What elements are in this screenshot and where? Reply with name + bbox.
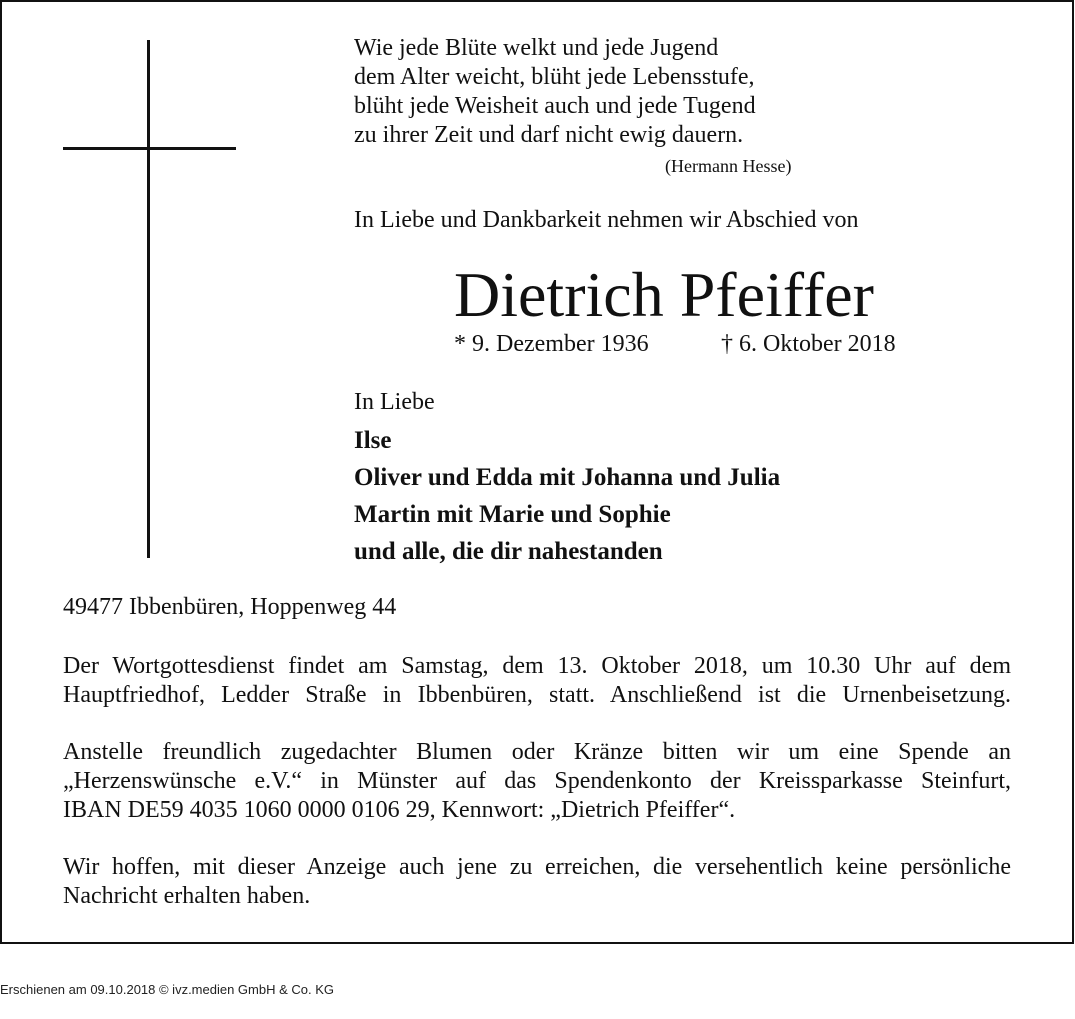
mourner-name: Oliver und Edda mit Johanna und Julia [354,464,781,491]
service-paragraph [63,652,1011,710]
note-paragraph [63,853,1011,911]
donation-paragraph [63,738,1011,825]
deceased-name: Dietrich Pfeiffer [454,259,874,330]
poem-line: blüht jede Weisheit auch und jede Tugend [354,93,756,119]
poem-line: dem Alter weicht, blüht jede Lebensstufe, [354,64,755,90]
poem-author: (Hermann Hesse) [665,156,792,176]
paragraph-line: „Herzenswünsche e.V.“ in Münster auf das Spendenkonto der Kreissparkasse Steinfurt, [63,768,1011,794]
paragraph-line: Der Wortgottesdienst findet am Samstag, dem 13. Oktober 2018, um 10.30 Uhr auf dem [63,653,1011,679]
paragraph-line: IBAN DE59 4035 1060 0000 0106 29, Kennwort: „Dietrich Pfeiffer“. [63,797,736,823]
mourner-name: Martin mit Marie und Sophie [354,501,671,528]
mourner-name: Ilse [354,427,392,454]
paragraph-line: Anstelle freundlich zugedachter Blumen oder Kränze bitten wir um eine Spende an [63,739,1011,765]
death-date: † 6. Oktober 2018 [721,331,896,357]
paragraph-line: Hauptfriedhof, Ledder Straße in Ibbenbüren, statt. Anschließend ist die Urnenbeisetzung. [63,682,1011,708]
cross-icon [147,40,150,558]
poem-line: zu ihrer Zeit und darf nicht ewig dauern. [354,122,744,148]
poem-line: Wie jede Blüte welkt und jede Jugend [354,35,719,61]
poem [354,34,756,150]
farewell-text: In Liebe und Dankbarkeit nehmen wir Abschied von [354,207,859,233]
publication-footer: Erschienen am 09.10.2018 © ivz.medien GmbH & Co. KG [0,982,335,997]
mourners-intro: In Liebe [354,389,435,415]
mourners-list [354,422,780,570]
paragraph-line: Nachricht erhalten haben. [63,883,311,909]
cross-icon-bar [63,147,236,150]
birth-date: * 9. Dezember 1936 [454,331,649,357]
mourner-name: und alle, die dir nahestanden [354,538,663,565]
paragraph-line: Wir hoffen, mit dieser Anzeige auch jene zu erreichen, die versehentlich keine persönliche [63,854,1011,880]
address: 49477 Ibbenbüren, Hoppenweg 44 [63,594,397,620]
